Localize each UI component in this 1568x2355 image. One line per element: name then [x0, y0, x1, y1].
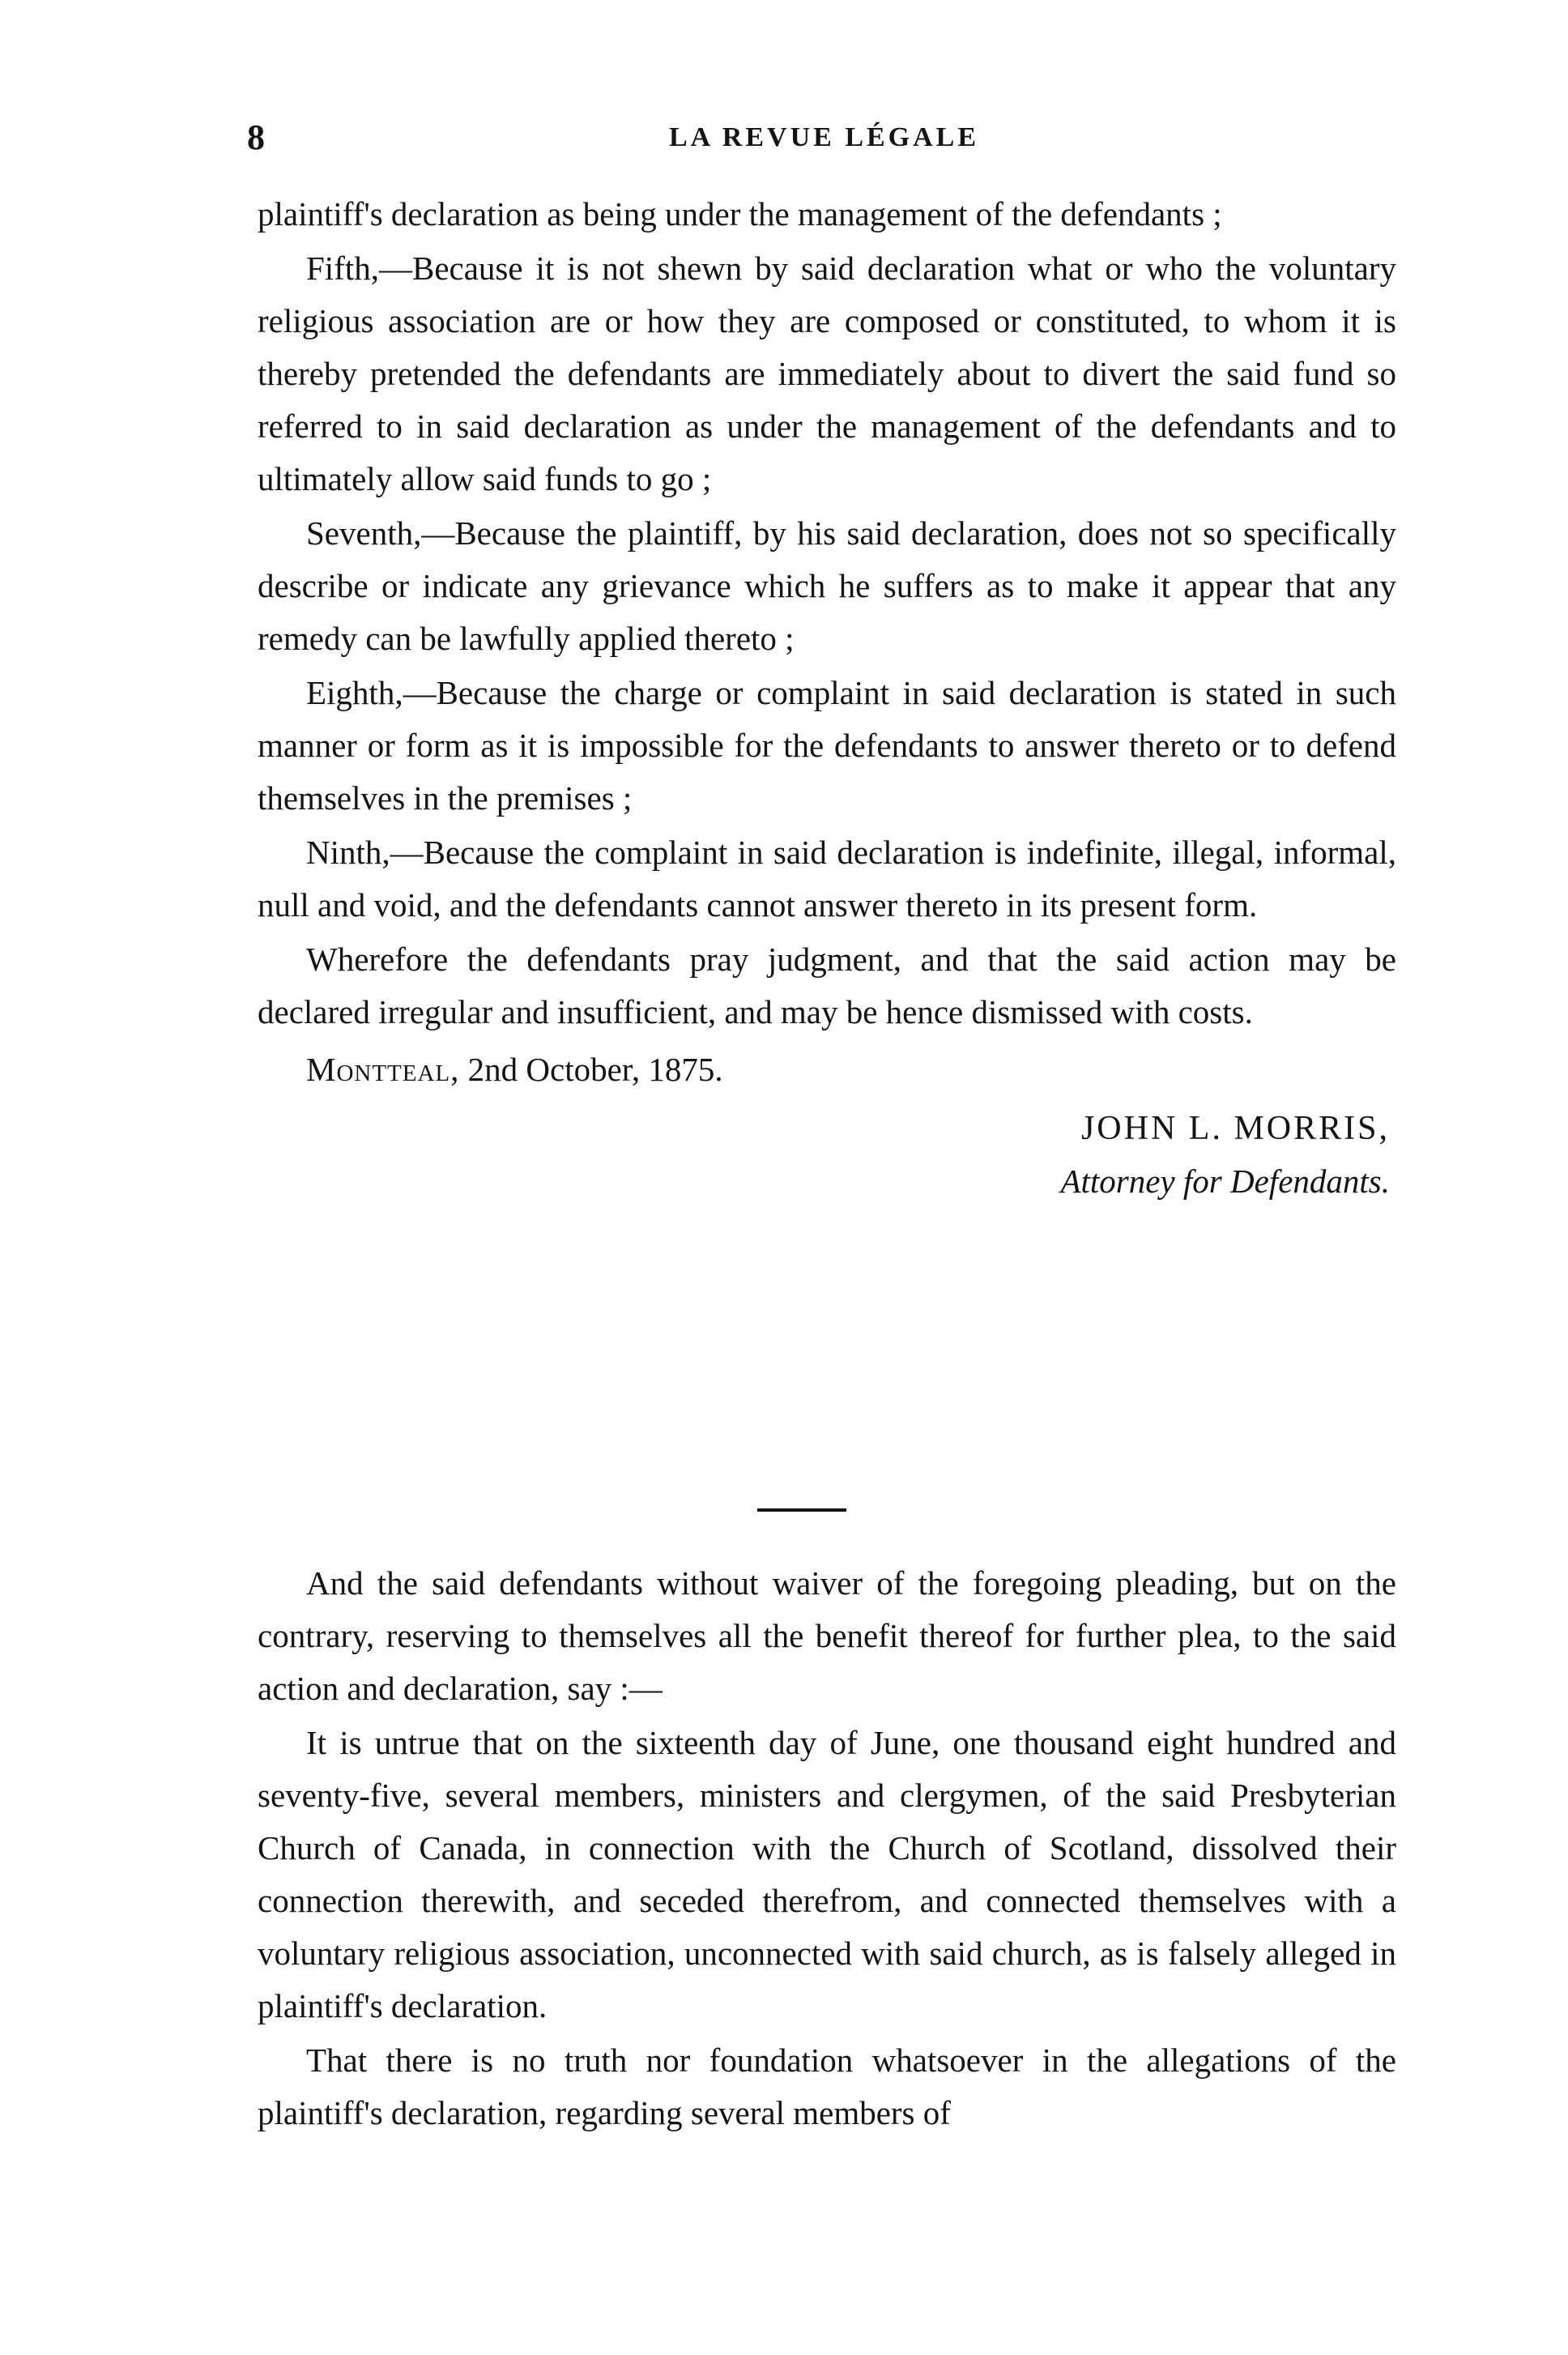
page-number: 8 — [247, 117, 265, 157]
place-name: Montteal, — [306, 1051, 460, 1088]
ninth-ground-paragraph: Ninth,—Because the complaint in said declaration is indefinite, illegal, informal, null and void, and the defendants cannot answer thereto in its present form. — [258, 834, 1396, 924]
wherefore-paragraph: Wherefore the defendants pray judgment, and that the said action may be declared irregular and insufficient, and may be hence dismissed with costs. — [258, 941, 1396, 1030]
plea-second-paragraph: That there is no truth nor foundation whatsoever in the allegations of the plaintiff's declaration, regarding several members of — [258, 2041, 1396, 2131]
continuation-paragraph: plaintiff's declaration as being under the management of the defendants ; — [258, 195, 1222, 233]
seventh-ground-paragraph: Seventh,—Because the plaintiff, by his said declaration, does not so specifically describe or indicate any grievance which he suffers as to make it appear that any remedy can be lawfully applied thereto ; — [258, 514, 1396, 657]
document-date: 2nd October, 1875. — [467, 1051, 723, 1088]
pleading-text — [258, 188, 1396, 1208]
signature-role: Attorney for Defendants. — [1060, 1163, 1390, 1200]
running-head — [247, 113, 1401, 162]
plea-text — [258, 1557, 1396, 2141]
fifth-ground-paragraph: Fifth,—Because it is not shewn by said declaration what or who the voluntary religious association are or how they are composed or constituted, to whom it is thereby pretended the defendants are immediately about to divert the said fund so referred to in said declaration as under the management of the defendants and to ultimately allow said funds to go ; — [258, 250, 1396, 497]
section-divider — [757, 1508, 846, 1512]
eighth-ground-paragraph: Eighth,—Because the charge or complaint in said declaration is stated in such manner or form as it is impossible for the defendants to answer thereto or to defend themselves in the premises ; — [258, 674, 1396, 817]
plea-intro-paragraph: And the said defendants without waiver of the foregoing pleading, but on the contrary, reserving to themselves all the benefit thereof for further plea, to the said action and declaration, say :— — [258, 1564, 1396, 1707]
plea-first-paragraph: It is untrue that on the sixteenth day of June, one thousand eight hundred and seventy-five, several members, ministers and clergymen, of the said Presbyterian Church of Canada, in connection with the Church of Scotland, dissolved their connection therewith, and seceded therefrom, and connected themselves with a voluntary religious association, unconnected with said church, as is falsely alleged in plaintiff's declaration. — [258, 1724, 1396, 2024]
journal-title: LA REVUE LÉGALE — [668, 122, 980, 152]
signature-name: JOHN L. MORRIS, — [1080, 1110, 1390, 1147]
place-and-date — [258, 1043, 1396, 1096]
